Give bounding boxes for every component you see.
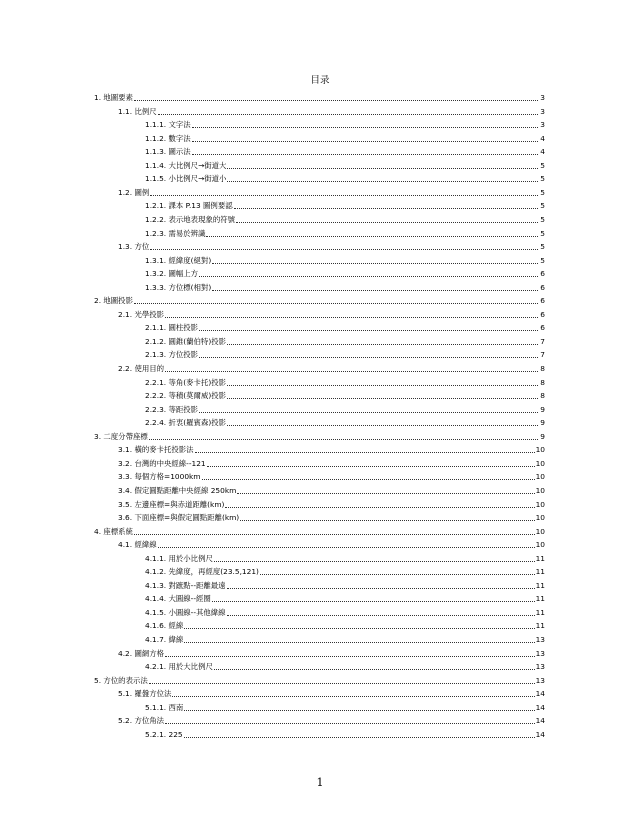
toc-entry-page: 9: [540, 418, 545, 428]
toc-entry[interactable]: [145, 347, 545, 360]
toc-entry[interactable]: [145, 402, 545, 415]
toc-dot-leader: [227, 581, 535, 591]
toc-dot-leader: [184, 635, 534, 645]
toc-entry-page: 13: [535, 662, 545, 672]
toc-dot-leader: [165, 310, 538, 320]
toc-entry-page: 5: [540, 187, 545, 197]
toc-entry[interactable]: [94, 293, 545, 306]
toc-title: 目录: [310, 75, 330, 86]
toc-entry-page: 6: [540, 296, 545, 306]
toc-entry-label: 2.2.2. 等積(莫爾威)投影: [145, 391, 227, 401]
toc-entry[interactable]: [94, 90, 545, 103]
toc-dot-leader: [214, 662, 535, 672]
toc-entry-label: 4.1.7. 緯線: [145, 635, 184, 644]
toc-entry-label: 4. 座標系統: [94, 526, 133, 536]
toc-dot-leader: [227, 337, 538, 347]
toc-entry-page: 5: [540, 174, 545, 184]
toc-entry[interactable]: [118, 185, 545, 198]
toc-dot-leader: [158, 540, 535, 550]
toc-entry-page: 5: [540, 201, 545, 211]
toc-entry-page: 14: [535, 729, 545, 739]
toc-dot-leader: [199, 350, 538, 360]
toc-entry[interactable]: [145, 578, 545, 591]
toc-dot-leader: [225, 500, 534, 510]
toc-entry-page: 3: [540, 120, 545, 130]
toc-dot-leader: [192, 120, 538, 130]
toc-entry-page: 13: [535, 635, 545, 644]
toc-entry[interactable]: [145, 320, 545, 333]
toc-entry-label: 2.2.3. 等距投影: [145, 404, 199, 414]
toc-dot-leader: [214, 554, 535, 564]
toc-entry-page: 5: [540, 228, 545, 238]
toc-dot-leader: [206, 229, 538, 239]
toc-entry-label: 1.2.2. 表示地表現象的符號: [145, 214, 236, 224]
toc-entry-page: 10: [535, 445, 545, 455]
toc-entry-label: 3.4. 假定圓點距離中央經線 250km: [118, 485, 237, 495]
toc-entry[interactable]: [145, 212, 545, 225]
toc-entry[interactable]: [118, 497, 545, 510]
toc-entry-page: 3: [540, 106, 545, 116]
toc-entry[interactable]: [118, 469, 545, 482]
toc-dot-leader: [165, 364, 538, 374]
toc-entry-page: 11: [535, 621, 545, 631]
toc-entry[interactable]: [118, 483, 545, 496]
toc-entry[interactable]: [145, 632, 545, 645]
toc-dot-leader: [134, 527, 535, 537]
toc-entry-page: 9: [540, 404, 545, 414]
toc-entry-label: 2.1.3. 方位投影: [145, 350, 199, 360]
toc-dot-leader: [150, 242, 538, 252]
toc-entry[interactable]: [145, 253, 545, 266]
toc-entry-label: 2.1.1. 圓柱投影: [145, 323, 199, 333]
toc-entry[interactable]: [145, 388, 545, 401]
toc-dot-leader: [199, 323, 538, 333]
toc-entry[interactable]: [145, 266, 545, 279]
toc-entry-label: 4.1.5. 小圓線--其他緯線: [145, 607, 226, 617]
toc-entry-page: 7: [540, 336, 545, 346]
toc-entry-label: 3.3. 每個方格=1000km: [118, 472, 201, 482]
toc-entry[interactable]: [145, 564, 545, 577]
toc-entry-page: 10: [535, 513, 545, 523]
toc-entry-page: 10: [535, 499, 545, 509]
toc-entry-label: 4.1. 經緯線: [118, 540, 157, 550]
toc-entry[interactable]: [145, 144, 545, 157]
toc-entry[interactable]: [118, 646, 545, 659]
toc-dot-leader: [192, 147, 538, 157]
toc-entry-label: 1.1.1. 文字法: [145, 120, 191, 130]
toc-entry-page: 5: [540, 214, 545, 224]
toc-dot-leader: [195, 445, 535, 455]
toc-entry[interactable]: [118, 442, 545, 455]
toc-dot-leader: [227, 174, 538, 184]
toc-entry-page: 14: [535, 689, 545, 699]
toc-entry-label: 5. 方位的表示法: [94, 675, 148, 685]
toc-entry-page: 8: [540, 391, 545, 401]
toc-entry-label: 3.6. 下面座標=與假定圓點距離(km): [118, 513, 240, 523]
toc-dot-leader: [227, 418, 538, 428]
toc-entry-label: 2. 地圖投影: [94, 296, 133, 306]
toc-entry[interactable]: [145, 171, 545, 184]
toc-dot-leader: [192, 134, 538, 144]
toc-entry-label: 5.1.1. 西南: [145, 702, 184, 712]
toc-entry[interactable]: [118, 104, 545, 117]
toc-entry-page: 11: [535, 607, 545, 617]
toc-entry-page: 6: [540, 309, 545, 319]
toc-entry-label: 1.1.2. 數字法: [145, 133, 191, 143]
toc-dot-leader: [260, 567, 535, 577]
toc-entry[interactable]: [145, 334, 545, 347]
toc-dot-leader: [212, 256, 538, 266]
toc-entry-label: 4.1.6. 經線: [145, 621, 184, 631]
toc-entry[interactable]: [145, 415, 545, 428]
toc-dot-leader: [237, 486, 534, 496]
toc-entry-page: 13: [535, 648, 545, 658]
toc-dot-leader: [184, 703, 534, 713]
toc-entry[interactable]: [118, 686, 545, 699]
toc-entry[interactable]: [145, 618, 545, 631]
toc-entry-page: 10: [535, 526, 545, 536]
toc-entry-page: 3: [540, 93, 545, 102]
toc-entry-label: 4.2.1. 用於大比例尺: [145, 662, 213, 672]
toc-entry-page: 11: [535, 553, 545, 563]
toc-entry-page: 6: [540, 323, 545, 333]
toc-dot-leader: [207, 459, 535, 469]
toc-dot-leader: [184, 621, 534, 631]
toc-entry[interactable]: [145, 659, 545, 672]
toc-entry-page: 4: [540, 133, 545, 143]
toc-entry-label: 1.2. 圖例: [118, 187, 150, 197]
toc-dot-leader: [199, 269, 538, 279]
toc-entry-page: 11: [535, 580, 545, 590]
toc-entry-page: 6: [540, 282, 545, 292]
toc-entry[interactable]: [145, 591, 545, 604]
toc-dot-leader: [240, 513, 534, 523]
toc-entry-label: 1.3.2. 圖幅上方: [145, 269, 199, 279]
toc-entry[interactable]: [145, 131, 545, 144]
toc-entry-page: 10: [535, 540, 545, 550]
toc-entry-label: 1.2.1. 課本 P.13 圖例要認: [145, 201, 233, 211]
toc-entry[interactable]: [145, 198, 545, 211]
toc-entry[interactable]: [145, 700, 545, 713]
toc-dot-leader: [227, 608, 535, 618]
toc-entry[interactable]: [94, 673, 545, 686]
toc-dot-leader: [165, 716, 535, 726]
toc-entry-label: 5.1. 羅盤方位法: [118, 689, 172, 699]
toc-dot-leader: [227, 161, 538, 171]
toc-dot-leader: [165, 649, 535, 659]
toc-entry-page: 11: [535, 594, 545, 604]
toc-dot-leader: [149, 676, 535, 686]
toc-entry-page: 5: [540, 160, 545, 170]
toc-entry-label: 1.3.1. 經緯度(絕對): [145, 255, 212, 265]
toc-entry-label: 4.2. 圖網方格: [118, 648, 165, 658]
toc-entry[interactable]: [118, 537, 545, 550]
toc-entry-label: 1.3.3. 方位標(相對): [145, 282, 212, 292]
toc-entry-label: 1.1.3. 圖示法: [145, 147, 191, 157]
toc-entry-label: 3.5. 左邊座標=與赤道距離(km): [118, 499, 225, 509]
toc-dot-leader: [158, 107, 538, 117]
toc-entry-label: 2.2.1. 等角(麥卡托)投影: [145, 377, 227, 387]
toc-entry-label: 2.1.2. 圓錐(蘭伯特)投影: [145, 336, 227, 346]
toc-entry-label: 3. 二度分帶座標: [94, 431, 148, 441]
toc-entry-label: 4.1.4. 大圓線--經圈: [145, 594, 211, 604]
toc-entry-label: 1.1.5. 小比例尺→街道小: [145, 174, 227, 184]
toc-dot-leader: [134, 296, 538, 306]
toc-entry-label: 5.2. 方位角法: [118, 716, 165, 726]
toc-entry[interactable]: [94, 524, 545, 537]
toc-dot-leader: [172, 689, 534, 699]
toc-entry[interactable]: [145, 226, 545, 239]
toc-entry[interactable]: [145, 727, 545, 740]
toc-entry[interactable]: [145, 117, 545, 130]
toc-entry[interactable]: [118, 713, 545, 726]
toc-dot-leader: [149, 432, 538, 442]
toc-entry-label: 4.1.3. 對蹠點--距離最遠: [145, 580, 226, 590]
toc-entry-label: 3.1. 橫的麥卡托投影法: [118, 445, 194, 455]
toc-entry-page: 7: [540, 350, 545, 360]
toc-entry[interactable]: [118, 456, 545, 469]
toc-dot-leader: [236, 215, 538, 225]
toc-entry-label: 1.1.4. 大比例尺→街道大: [145, 160, 227, 170]
toc-entry[interactable]: [118, 307, 545, 320]
toc-entry-page: 9: [540, 431, 545, 441]
toc-dot-leader: [202, 472, 535, 482]
toc-dot-leader: [227, 378, 538, 388]
toc-entry[interactable]: [145, 605, 545, 618]
toc-entry[interactable]: [145, 158, 545, 171]
toc-entry-page: 10: [535, 485, 545, 495]
toc-dot-leader: [199, 405, 538, 415]
toc-entry-label: 1.2.3. 需易於辨識: [145, 228, 206, 238]
toc-entry-page: 10: [535, 458, 545, 468]
toc-dot-leader: [212, 283, 538, 293]
toc-dot-leader: [150, 188, 538, 198]
toc-dot-leader: [184, 730, 535, 740]
toc-entry[interactable]: [94, 429, 545, 442]
toc-entry-page: 10: [535, 472, 545, 482]
toc-entry-label: 1.1. 比例尺: [118, 106, 157, 116]
page-number: 1: [316, 776, 324, 789]
toc-entry-label: 3.2. 台灣的中央經線--121: [118, 458, 206, 468]
toc-entry[interactable]: [145, 375, 545, 388]
toc-entry-page: 6: [540, 269, 545, 279]
toc-entry-label: 1.3. 方位: [118, 242, 150, 252]
toc-entry-label: 2.1. 光學投影: [118, 309, 165, 319]
toc-entry-label: 1. 地圖要素: [94, 93, 133, 102]
toc-entry-label: 5.2.1. 225: [145, 729, 183, 739]
toc-entry-page: 5: [540, 242, 545, 252]
toc-entry-page: 8: [540, 364, 545, 373]
toc-entry-page: 14: [535, 716, 545, 726]
toc-entry-label: 2.2. 使用目的: [118, 364, 165, 373]
toc-dot-leader: [234, 201, 538, 211]
toc-entry[interactable]: [118, 510, 545, 523]
toc-entry[interactable]: [118, 239, 545, 252]
toc-entry-label: 4.1.2. 先緯度，再經度(23.5,121): [145, 567, 259, 577]
toc-dot-leader: [134, 93, 538, 103]
toc-dot-leader: [227, 391, 538, 401]
toc-dot-leader: [212, 594, 535, 604]
toc-entry[interactable]: [145, 280, 545, 293]
toc-entry[interactable]: [118, 361, 545, 374]
toc-entry-page: 13: [535, 675, 545, 685]
toc-entry-page: 5: [540, 255, 545, 265]
toc-entry[interactable]: [145, 551, 545, 564]
toc-entry-page: 8: [540, 377, 545, 387]
toc-entry-page: 14: [535, 702, 545, 712]
toc-entry-label: 2.2.4. 折衷(羅賓森)投影: [145, 418, 227, 428]
toc-entry-label: 4.1.1. 用於小比例尺: [145, 553, 213, 563]
toc-entry-page: 4: [540, 147, 545, 157]
toc-entry-page: 11: [535, 567, 545, 577]
